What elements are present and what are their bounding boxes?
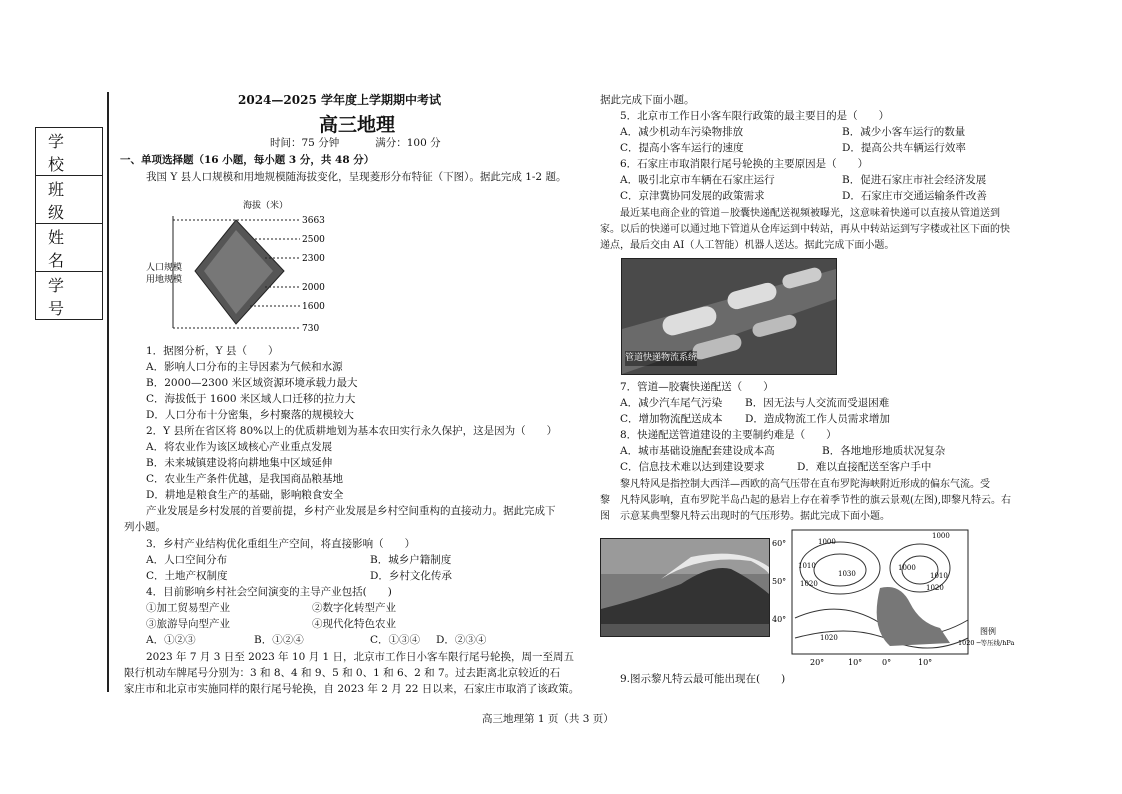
page-header-title: 2024—2025 学年度上学期期中考试 [238,93,441,107]
tick-label: 730 [302,324,320,334]
q3-option-d[interactable]: D．乡村文化传承 [370,570,452,582]
q8-option-d[interactable]: D．难以直接配送至客户手中 [797,461,932,473]
binding-line [107,92,109,692]
intro-1-2: 我国 Y 县人口规模和用地规模随海拔变化，呈现菱形分布特征（下图）。据此完成 1-2 题。 [146,171,567,183]
isobar-label: 1010 [798,562,816,570]
q4-item-4: ④现代化特色农业 [312,618,396,630]
q1-stem: 1．据图分析，Y 县（ ） [146,345,279,357]
intro-3-4-line2: 列小题。 [124,521,166,533]
q6-option-b[interactable]: B．促进石家庄市社会经济发展 [842,174,987,186]
legend-title: 图例 [980,627,996,636]
intro-7-8-line1: 最近某电商企业的管道－胶囊快递配送视频被曝光，这意味着快递可以直接从管道送到 [600,208,1000,219]
tick-label: 2500 [302,235,325,245]
isobar-label: 1020 [926,584,944,592]
q8-stem: 8．快递配送管道建设的主要制约难是（ ） [620,429,837,441]
pressure-map [770,528,1034,670]
intro-5-6-line1: 2023 年 7 月 3 日至 2023 年 10 月 1 日，北京市工作日小客车限行尾号轮换，周一至周五 [146,651,575,663]
q7-stem: 7．管道—胶囊快递配送（ ） [620,381,774,393]
q5-stem: 5．北京市工作日小客车限行政策的最主要目的是（ ） [620,110,890,122]
q4-item-3: ③旅游导向型产业 [146,618,230,630]
q2-option-c[interactable]: C．农业生产条件优越，是我国商品粮基地 [146,473,344,485]
tick-label: 1600 [302,302,325,312]
q4-option-c[interactable]: C．①③④ [370,634,421,646]
legend-item: 1020 ─等压线/hPa [958,639,1015,647]
pipeline-capsule-photo [621,258,837,375]
q8-option-c[interactable]: C．信息技术难以达到建设要求 [620,461,765,473]
exam-info [270,136,441,151]
tick-label: 3663 [302,216,325,226]
q3-option-a[interactable]: A．人口空间分布 [146,554,228,566]
intro-5-6-line2: 限行机动车牌尾号分别为：3 和 8、4 和 9、5 和 0、1 和 6、2 和 7。过去距离北京较近的石 [124,667,561,679]
isobar-label: 1020 [820,634,838,642]
tick-label: 2000 [302,283,325,293]
population-label: 人口规模 [146,263,183,273]
q4-item-2: ②数字化转型产业 [312,602,396,614]
elevation-diamond-diagram [140,196,340,338]
class-field[interactable]: 班级 [36,176,102,224]
isobar-label: 1030 [838,570,856,578]
q8-option-a[interactable]: A．城市基础设施配套建设成本高 [620,445,775,457]
q5-option-b[interactable]: B．减少小客车运行的数量 [842,126,966,138]
right-top-text: 据此完成下面小题。 [600,94,695,106]
exam-score: 满分：100 分 [375,137,441,149]
axis-label: 海拔（米） [243,201,289,211]
q5-option-c[interactable]: C．提高小客车运行的速度 [620,142,744,154]
q5-option-d[interactable]: D．提高公共车辆运行效率 [842,142,966,154]
photo-caption: 管道快递物流系统 [625,351,697,366]
q8-option-b[interactable]: B．各地地形地质状况复杂 [822,445,946,457]
q2-stem: 2．Y 县所在省区将 80%以上的优质耕地划为基本农田实行永久保护，这是因为（ ） [146,425,558,437]
landuse-label: 用地规模 [146,275,183,285]
intro-9-line2: 黎 凡特风影响，直布罗陀半岛凸起的悬岩上存在着季节性的旗云景观(左图),即黎凡特云。右 [600,495,1011,506]
q2-option-a[interactable]: A．将农业作为该区域核心产业重点发展 [146,441,333,453]
q7-option-b[interactable]: B．因无法与人交流而受退困难 [745,397,890,409]
q4-option-b[interactable]: B．①②④ [254,634,304,646]
q9-stem: 9.图示黎凡特云最可能出现在( ) [620,673,786,685]
rock-cloud-illustration [601,539,769,636]
q7-option-a[interactable]: A．减少汽车尾气污染 [620,397,723,409]
tick-label: 2300 [302,254,325,264]
q1-option-c[interactable]: C．海拔低于 1600 米区域人口迁移的拉力大 [146,393,356,405]
number-field[interactable]: 学号 [48,275,77,318]
subject-title: 高三地理 [319,114,396,136]
q1-option-d[interactable]: D．人口分布十分密集，乡村聚落的规模较大 [146,409,354,421]
q7-option-d[interactable]: D．造成物流工作人员需求增加 [745,413,890,425]
intro-7-8-line2: 家。以后的快递可以通过地下管道从仓库运到中转站，再从中转站运到写字楼或社区下面的快 [600,224,1010,235]
section-heading: 一、单项选择题（16 小题，每小题 3 分，共 48 分） [120,154,375,166]
q1-option-b[interactable]: B．2000—2300 米区域资源环境承载力最大 [146,377,358,389]
q4-item-1: ①加工贸易型产业 [146,602,230,614]
q2-option-d[interactable]: D．耕地是粮食生产的基础，影响粮食安全 [146,489,344,501]
isobar-label: 1000 [932,532,950,540]
levant-cloud-photo [600,538,770,637]
q3-option-c[interactable]: C．土地产权制度 [146,570,228,582]
student-info-table [35,127,103,320]
q4-option-a[interactable]: A．①②③ [146,634,196,646]
lon-label: 0° [882,658,892,667]
isobar-label: 1020 [800,580,818,588]
q5-option-a[interactable]: A．减少机动车污染物排放 [620,126,744,138]
q6-option-c[interactable]: C．京津冀协同发展的政策需求 [620,190,765,202]
lat-label: 60° [772,539,787,548]
q6-stem: 6．石家庄市取消限行尾号轮换的主要原因是（ ） [620,158,869,170]
q1-option-a[interactable]: A．影响人口分布的主导因素为气候和水源 [146,361,343,373]
q4-stem: 4．目前影响乡村社会空间演变的主导产业包括( ) [146,586,392,598]
q4-option-d[interactable]: D．②③④ [436,634,487,646]
name-field[interactable]: 姓名 [36,224,102,272]
intro-9-line1: 黎凡特风是指控制大西洋—西欧的高气压带在直布罗陀海峡附近形成的偏东气流。受 [600,479,990,490]
landuse-diamond [204,230,273,314]
exam-time: 时间：75 分钟 [270,137,340,149]
intro-9-line3: 图 示意某典型黎凡特云出现时的气压形势。据此完成下面小题。 [600,511,890,522]
q6-option-a[interactable]: A．吸引北京市车辆在石家庄运行 [620,174,775,186]
lat-label: 50° [772,577,787,586]
isobar-label: 1010 [930,572,948,580]
q6-option-d[interactable]: D．石家庄市交通运输条件改善 [842,190,987,202]
page-footer: 高三地理第 1 页（共 3 页） [482,713,614,725]
intro-5-6-line3: 家庄市和北京市实施同样的限行尾号轮换，自 2023 年 2 月 22 日以来，石家庄市取消了该政策。 [124,683,580,695]
lat-label: 40° [772,615,787,624]
isobar-label: 1000 [898,564,916,572]
lon-label: 10° [848,658,863,667]
lon-label: 20° [810,658,825,667]
q3-stem: 3．乡村产业结构优化重组生产空间，将直接影响（ ） [146,538,416,550]
q3-option-b[interactable]: B．城乡户籍制度 [370,554,452,566]
intro-3-4-line1: 产业发展是乡村发展的首要前提，乡村产业发展是乡村空间重构的直接动力。据此完成下 [146,505,556,517]
q2-option-b[interactable]: B．未来城镇建设将向耕地集中区域延伸 [146,457,333,469]
isobar-label: 1000 [818,538,836,546]
q7-option-c[interactable]: C．增加物流配送成本 [620,413,723,425]
lon-label: 10° [918,658,933,667]
intro-7-8-line3: 递点，最后交由 AI（人工智能）机器人送达。据此完成下面小题。 [600,240,895,251]
school-field[interactable]: 学校 [36,128,102,176]
